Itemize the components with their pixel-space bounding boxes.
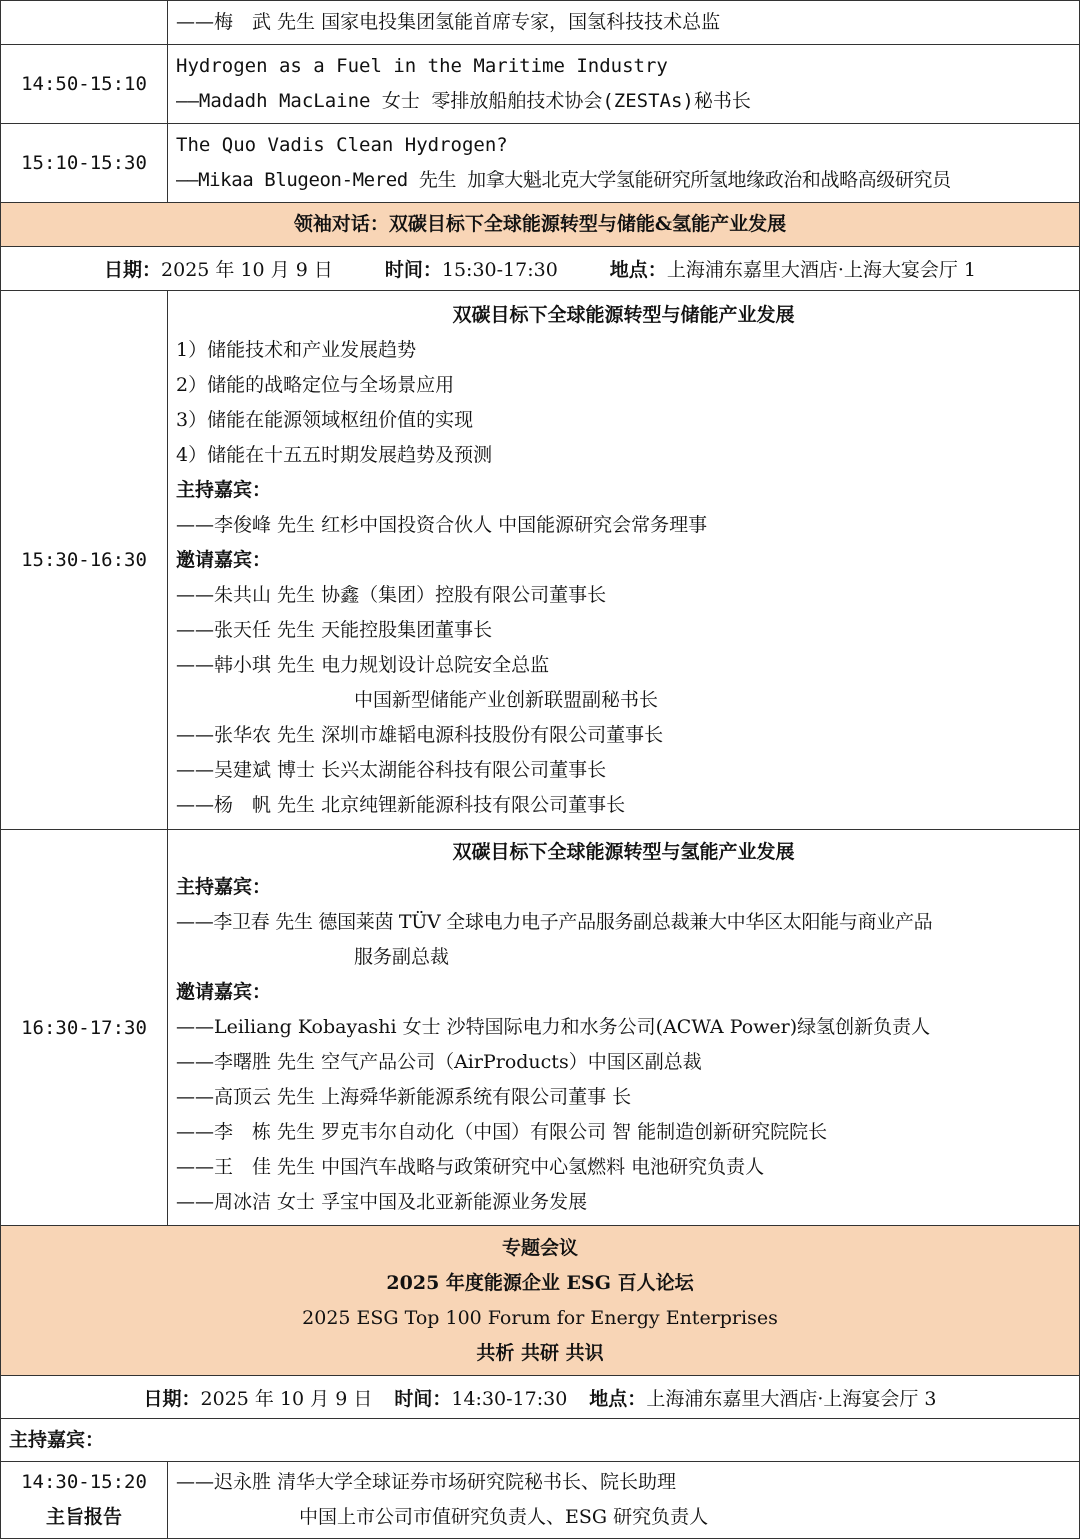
talk-title: Hydrogen as a Fuel in the Maritime Industry (176, 55, 668, 77)
speaker-line: ——Madadh MacLaine 女士 零排放船舶技术协会(ZESTAs)秘书长 (176, 90, 751, 112)
content-cell (168, 124, 1080, 203)
session-info-row (1, 1376, 1080, 1419)
host-label: 主持嘉宾： (9, 1428, 105, 1451)
guest-line: ——张华农 先生 深圳市雄韬电源科技股份有限公司董事长 (176, 723, 664, 746)
guest-line: ——王 佳 先生 中国汽车战略与政策研究中心氢燃料 电池研究负责人 (176, 1156, 765, 1178)
session-info (1, 1376, 1080, 1419)
host-row (1, 1419, 1080, 1462)
forum-slogan: 共析 共研 共识 (476, 1341, 604, 1364)
keynote-label: 主旨报告 (45, 1506, 122, 1528)
talk-title: The Quo Vadis Clean Hydrogen? (176, 134, 508, 156)
time-cell: 15:10-15:30 (1, 124, 168, 203)
time-label: 时间： (394, 1387, 452, 1410)
topic-item: 3）储能在能源领域枢纽价值的实现 (176, 408, 474, 431)
guest-line: ——周冰洁 女士 孚宝中国及北亚新能源业务发展 (176, 1191, 588, 1213)
content-cell (168, 1, 1080, 45)
keynote-time: 14:30-15:20 (21, 1471, 147, 1493)
time-cell: 16:30-17:30 (1, 830, 168, 1226)
guest-line: ——杨 帆 先生 北京纯锂新能源科技有限公司董事长 (176, 793, 626, 816)
guest-line: ——张天任 先生 天能控股集团董事长 (176, 618, 493, 641)
guests-label: 邀请嘉宾： (176, 548, 272, 571)
topic-item: 4）储能在十五五时期发展趋势及预测 (176, 443, 493, 466)
agenda-row-continuation (1, 1, 1080, 45)
content-cell (168, 830, 1080, 1226)
guest-line: ——李曙胜 先生 空气产品公司（AirProducts）中国区副总裁 (176, 1051, 702, 1073)
panel-heading: 双碳目标下全球能源转型与氢能产业发展 (452, 841, 795, 863)
topic-item: 1）储能技术和产业发展趋势 (176, 338, 417, 361)
content-cell (168, 1462, 1080, 1539)
host-cell (1, 1419, 1080, 1462)
guest-line: ——高顶云 先生 上海舜华新能源系统有限公司董事 长 (176, 1086, 632, 1108)
panel-heading: 双碳目标下全球能源转型与储能产业发展 (452, 303, 795, 326)
host-line-continued: 服务副总裁 (354, 946, 450, 968)
session-info-row (1, 247, 1080, 291)
time-cell-empty (1, 1, 168, 45)
place-label: 地点： (609, 259, 667, 281)
content-cell (168, 291, 1080, 830)
speaker-line: ——梅 武 先生 国家电投集团氢能首席专家，国氢科技技术总监 (176, 11, 721, 33)
host-line: ——李卫春 先生 德国莱茵 TÜV 全球电力电子产品服务副总裁兼大中华区太阳能与商业产品 (176, 911, 933, 933)
host-line: ——李俊峰 先生 红杉中国投资合伙人 中国能源研究会常务理事 (176, 513, 708, 536)
guest-line: ——Leiliang Kobayashi 女士 沙特国际电力和水务公司(ACWA Power)绿氢创新负责人 (176, 1016, 931, 1038)
agenda-row-storage-panel (1, 291, 1080, 830)
session-date: 2025 年 10 月 9 日 (200, 1387, 373, 1410)
guests-label: 邀请嘉宾： (176, 981, 272, 1003)
agenda-row-keynote (1, 1462, 1080, 1539)
time-label: 时间： (384, 259, 442, 281)
speaker-line: ——Mikaa Blugeon-Mered 先生 加拿大魁北克大学氢能研究所氢地缘政治和战略高级研究员 (176, 169, 951, 191)
time-cell: 15:30-16:30 (1, 291, 168, 830)
session-place: 上海浦东嘉里大酒店·上海大宴会厅 1 (666, 259, 976, 281)
agenda-row-hydrogen-panel (1, 830, 1080, 1226)
guest-line: ——李 栋 先生 罗克韦尔自动化（中国）有限公司 智 能制造创新研究院院长 (176, 1121, 828, 1143)
agenda-row-quo-vadis (1, 124, 1080, 203)
guest-line: ——朱共山 先生 协鑫（集团）控股有限公司董事长 (176, 583, 607, 606)
time-cell (1, 1462, 168, 1539)
host-label: 主持嘉宾： (176, 478, 272, 501)
guest-line: ——吴建斌 博士 长兴太湖能谷科技有限公司董事长 (176, 758, 607, 781)
section-banner-esg (1, 1226, 1080, 1376)
session-date: 2025 年 10 月 9 日 (161, 259, 333, 281)
date-label: 日期： (104, 259, 162, 281)
guest-line: ——韩小琪 先生 电力规划设计总院安全总监 (176, 653, 550, 676)
speaker-line-continued: 中国上市公司市值研究负责人、ESG 研究负责人 (299, 1506, 709, 1528)
speaker-line: ——迟永胜 清华大学全球证券市场研究院秘书长、院长助理 (176, 1471, 677, 1493)
esg-banner (1, 1226, 1080, 1376)
banner-line: 专题会议 (501, 1236, 578, 1259)
date-label: 日期： (143, 1387, 201, 1410)
session-time: 15:30-17:30 (441, 259, 558, 281)
time-cell: 14:50-15:10 (1, 45, 168, 124)
content-cell (168, 45, 1080, 124)
agenda-row-maritime (1, 45, 1080, 124)
forum-title: 2025 年度能源企业 ESG 百人论坛 (386, 1271, 694, 1294)
section-title: 领袖对话：双碳目标下全球能源转型与储能&氢能产业发展 (1, 203, 1080, 247)
session-time: 14:30-17:30 (451, 1387, 568, 1410)
place-label: 地点： (589, 1387, 647, 1410)
guest-line-continued: 中国新型储能产业创新联盟副秘书长 (354, 688, 659, 711)
section-banner-leaders (1, 203, 1080, 247)
session-info (1, 247, 1080, 291)
topic-item: 2）储能的战略定位与全场景应用 (176, 373, 455, 396)
session-place: 上海浦东嘉里大酒店·上海宴会厅 3 (646, 1387, 937, 1410)
forum-title-en: 2025 ESG Top 100 Forum for Energy Enterprises (302, 1306, 778, 1329)
host-label: 主持嘉宾： (176, 876, 272, 898)
